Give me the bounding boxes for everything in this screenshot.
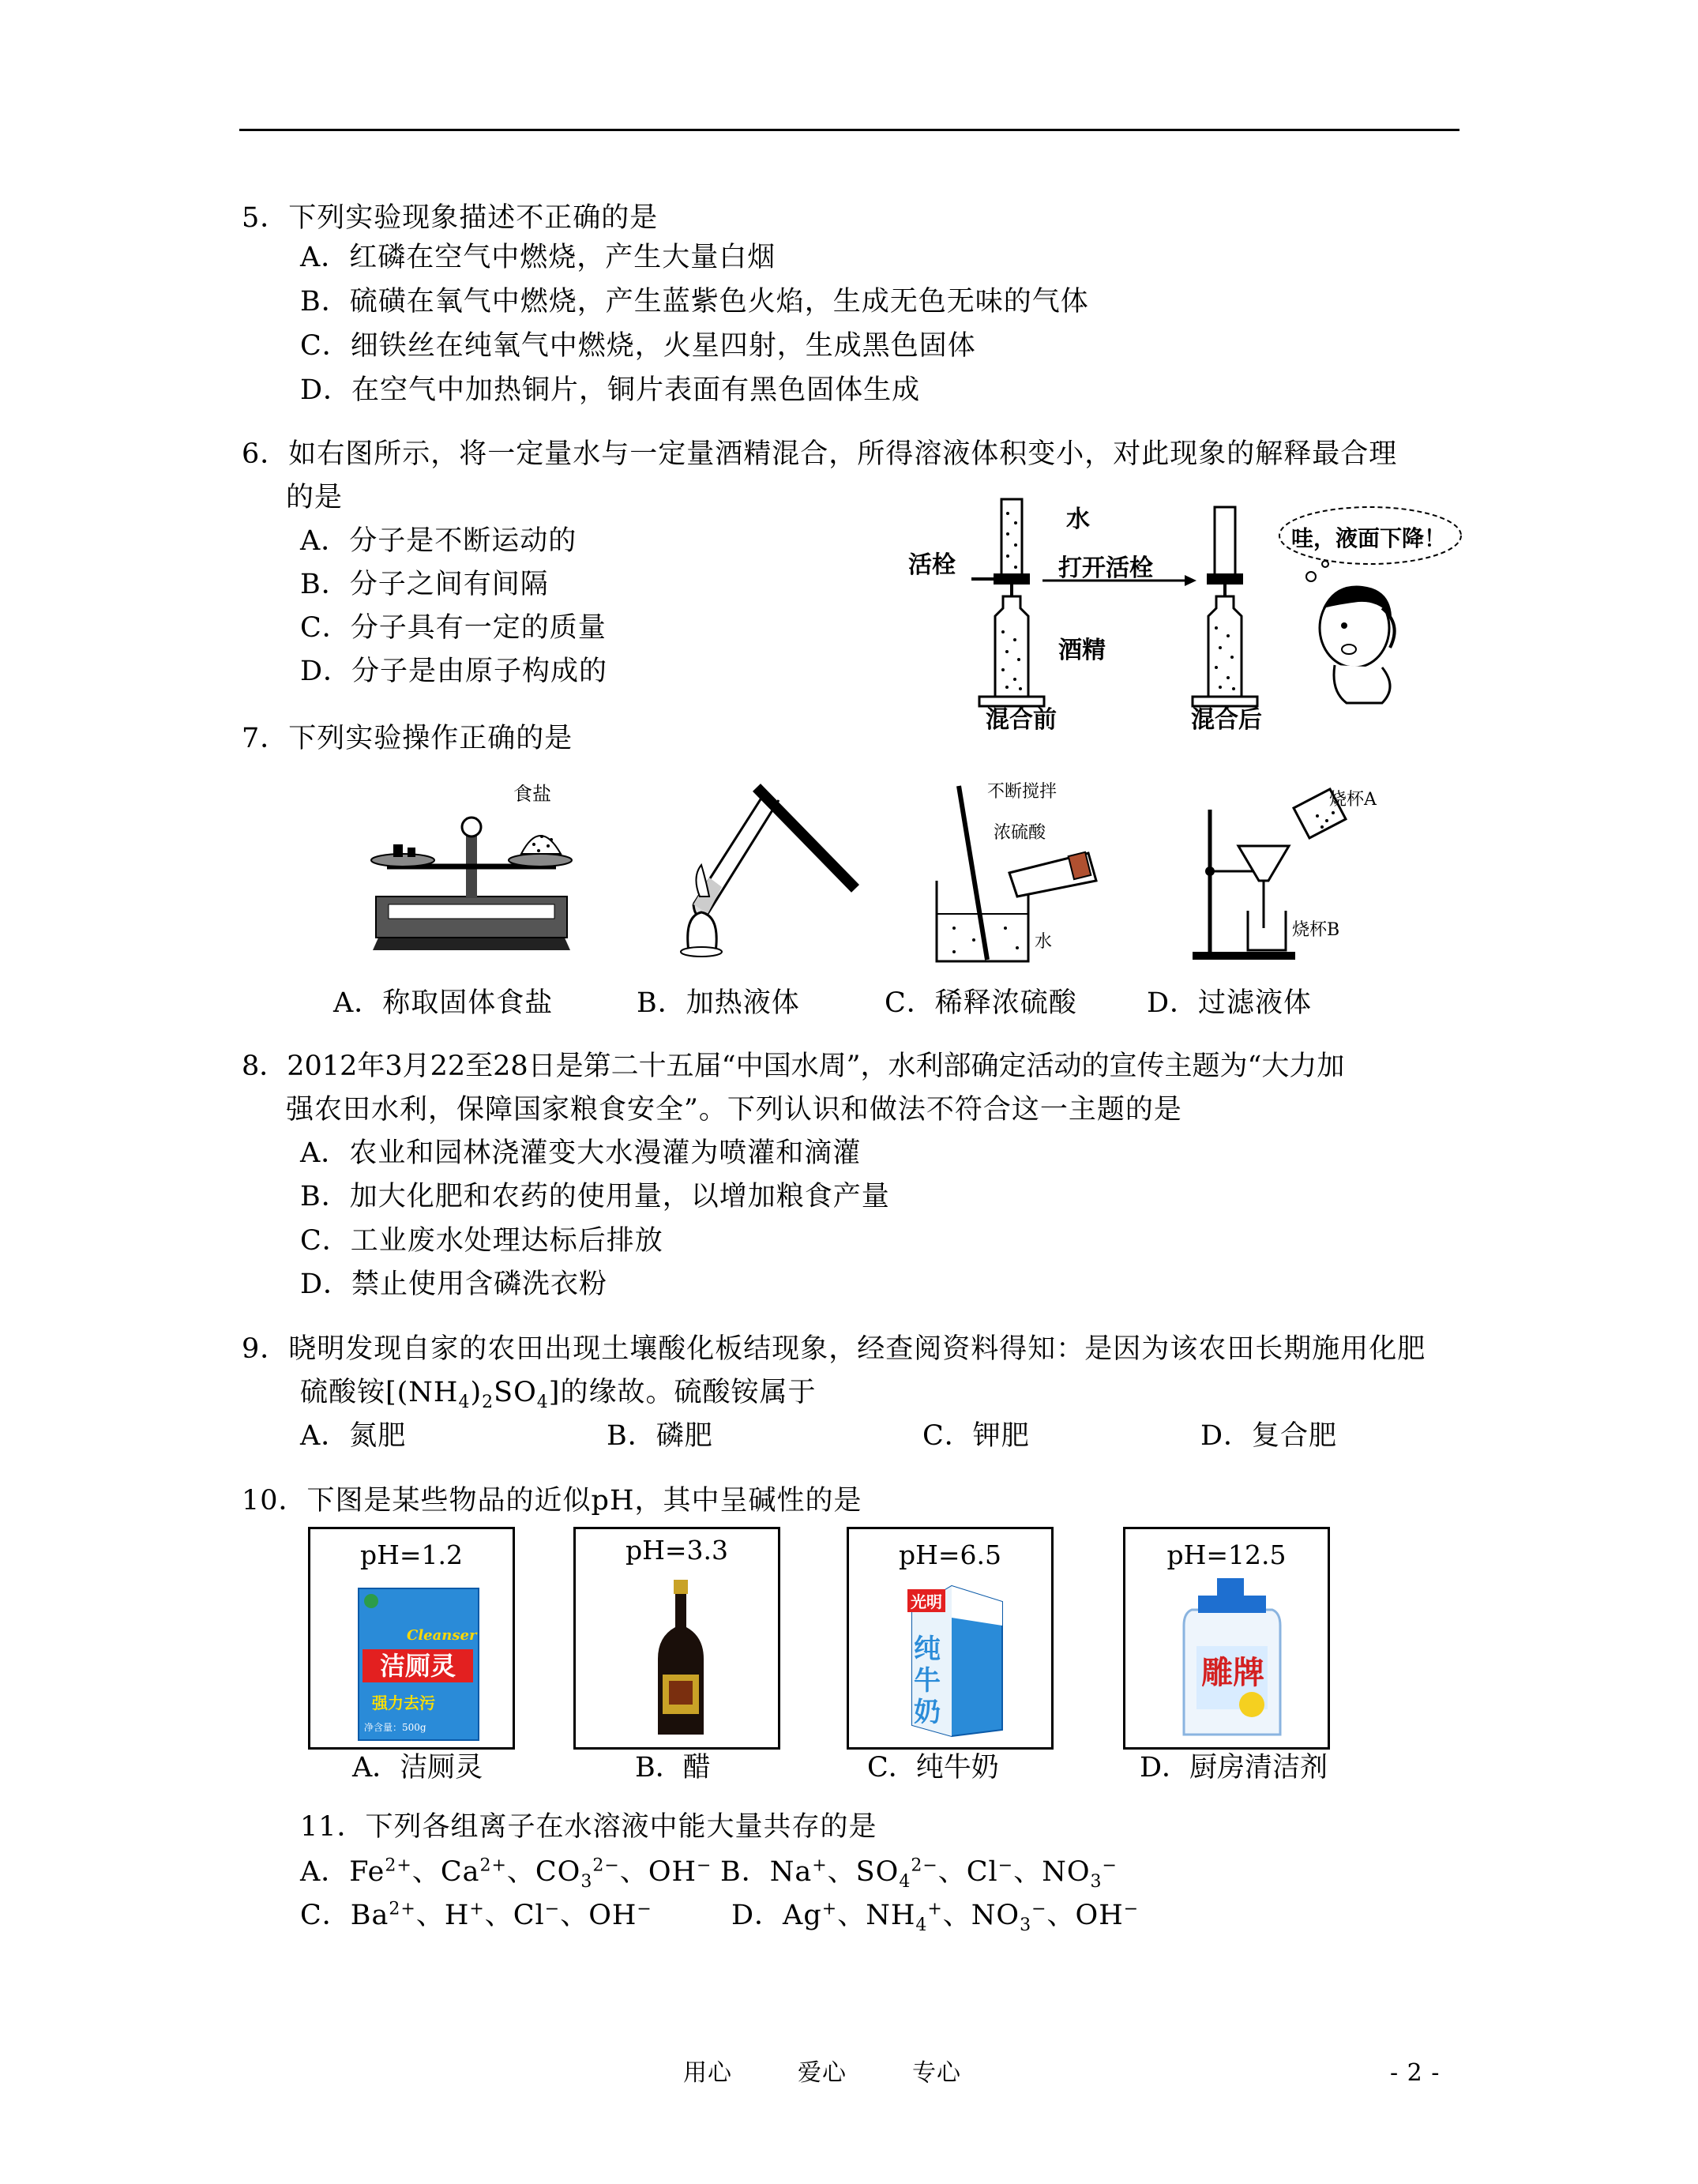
footer-text-3: 专心 xyxy=(912,2059,961,2087)
question-stem: 11．下列各组离子在水溶液中能大量共存的是 xyxy=(300,1811,877,1843)
label-beaker-a: 烧杯A xyxy=(1329,790,1377,810)
option-b: B．磷肥 xyxy=(607,1420,713,1452)
option-b: B．硫磺在氧气中燃烧，产生蓝紫色火焰，生成无色无味的气体 xyxy=(300,286,1089,318)
label-salt: 食盐 xyxy=(513,783,551,805)
heating-figure xyxy=(678,778,867,960)
filtering-figure xyxy=(1191,778,1381,964)
logo-icon xyxy=(364,1594,378,1608)
option-b: B．Na+、$SO_4^{2-}$、Cl−、$NO_3^-$ xyxy=(720,1855,1118,1892)
question-stem: 9．晓明发现自家的农田出现土壤酸化板结现象，经查阅资料得知：是因为该农田长期施用化肥 xyxy=(242,1333,1426,1365)
net-weight: 净含量：500g xyxy=(364,1722,426,1733)
option-a: A．农业和园林浇灌变大水漫灌为喷灌和滴灌 xyxy=(300,1137,862,1169)
product-name: 洁厕灵 xyxy=(363,1649,473,1682)
label-stopcock: 活栓 xyxy=(908,551,956,579)
brand-logo: 光明 xyxy=(907,1589,945,1612)
diluting-drawing xyxy=(930,778,1112,968)
option-b: B．加大化肥和农药的使用量，以增加粮食产量 xyxy=(300,1181,890,1212)
milk-carton xyxy=(904,1578,1007,1736)
label-acid: 浓硫酸 xyxy=(994,823,1046,843)
vinegar-bottle-icon xyxy=(653,1580,708,1738)
option-c: C．$Ba^{2+}$、H+、Cl−、OH− xyxy=(300,1899,652,1931)
option-d: D．Ag+、$NH_4^+$、$NO_3^-$、OH− xyxy=(731,1899,1140,1935)
label-before: 混合前 xyxy=(986,706,1057,734)
ph-value: pH=1.2 xyxy=(359,1539,464,1570)
question-stem: 5．下列实验现象描述不正确的是 xyxy=(242,202,659,234)
option-d: D．分子是由原子构成的 xyxy=(300,656,608,687)
product-d-box xyxy=(1123,1527,1330,1750)
option-c: C．分子具有一定的质量 xyxy=(300,612,607,644)
slogan: 强力去污 xyxy=(372,1693,435,1712)
page-number: - 2 - xyxy=(1390,2059,1441,2087)
option-b: B．加热液体 xyxy=(637,987,800,1019)
option-c: C．稀释浓硫酸 xyxy=(885,987,1077,1019)
option-c: C．钾肥 xyxy=(922,1420,1030,1452)
label-water: 水 xyxy=(1035,932,1053,952)
label-beaker-b: 烧杯B xyxy=(1292,920,1340,940)
diluting-figure xyxy=(930,778,1112,968)
product-b-box xyxy=(573,1527,780,1750)
speech-bubble: 哇，液面下降！ xyxy=(1291,525,1447,551)
question-stem-cont: 硫酸铵$[(NH_4)_2SO_4]$的缘故。硫酸铵属于 xyxy=(300,1377,817,1412)
option-a: A．分子是不断运动的 xyxy=(300,525,577,557)
option-b: B．分子之间有间隔 xyxy=(300,569,549,600)
question-stem: 10．下图是某些物品的近似pH，其中呈碱性的是 xyxy=(242,1485,862,1517)
question-stem-cont: 的是 xyxy=(286,482,344,513)
caption-c: C．纯牛奶 xyxy=(867,1752,999,1784)
footer-text-1: 用心 xyxy=(683,2059,732,2087)
caption-a: A．洁厕灵 xyxy=(352,1752,483,1784)
ph-value: pH=12.5 xyxy=(1166,1539,1287,1570)
option-c: C．工业废水处理达标后排放 xyxy=(300,1225,663,1257)
ph-value: pH=6.5 xyxy=(898,1539,1002,1570)
label-after: 混合后 xyxy=(1191,706,1262,734)
option-d: D．复合肥 xyxy=(1200,1420,1338,1452)
mixing-figure xyxy=(892,490,1461,734)
balance-figure xyxy=(365,778,578,968)
product-a-box xyxy=(308,1527,515,1750)
caption-d: D．厨房清洁剂 xyxy=(1140,1752,1328,1784)
ph-value: pH=3.3 xyxy=(625,1535,729,1566)
question-stem: 7．下列实验操作正确的是 xyxy=(242,723,573,754)
toilet-cleaner-package xyxy=(358,1588,479,1741)
footer-text-2: 爱心 xyxy=(798,2059,847,2087)
heating-drawing xyxy=(678,778,867,960)
question-stem-cont: 强农田水利，保障国家粮食安全”。下列认识和做法不符合这一主题的是 xyxy=(286,1094,1182,1126)
option-a: A．氮肥 xyxy=(300,1420,407,1452)
caption-b: B．醋 xyxy=(635,1752,711,1784)
question-stem: 8．2012年3月22至28日是第二十五届“中国水周”，水利部确定活动的宣传主题为“大力加 xyxy=(242,1051,1345,1082)
balance-drawing xyxy=(365,778,578,968)
brand-text: 雕牌 xyxy=(1201,1654,1264,1691)
cartoon-face-icon xyxy=(1306,561,1395,703)
option-d: D．在空气中加热铜片，铜片表面有黑色固体生成 xyxy=(300,374,921,406)
question-stem: 6．如右图所示，将一定量水与一定量酒精混合，所得溶液体积变小，对此现象的解释最合理 xyxy=(242,438,1398,470)
option-a: A．红磷在空气中燃烧，产生大量白烟 xyxy=(300,242,776,273)
product-c-box xyxy=(847,1527,1054,1750)
label-alcohol: 酒精 xyxy=(1058,637,1106,664)
label-stir: 不断搅拌 xyxy=(987,782,1057,802)
option-a: A．$Fe^{2+}$、$Ca^{2+}$、$CO_3^{2-}$、OH− xyxy=(300,1855,712,1892)
label-water: 水 xyxy=(1066,506,1090,533)
option-c: C．细铁丝在纯氧气中燃烧，火星四射，生成黑色固体 xyxy=(300,330,976,362)
brand-text: Cleanser xyxy=(407,1627,477,1644)
option-d: D．禁止使用含磷洗衣粉 xyxy=(300,1269,608,1300)
label-open-stopcock: 打开活栓 xyxy=(1058,554,1153,582)
header-rule xyxy=(239,129,1459,131)
option-d: D．过滤液体 xyxy=(1147,987,1313,1019)
option-a: A．称取固体食盐 xyxy=(333,987,554,1019)
product-name: 纯牛奶 xyxy=(914,1633,941,1728)
